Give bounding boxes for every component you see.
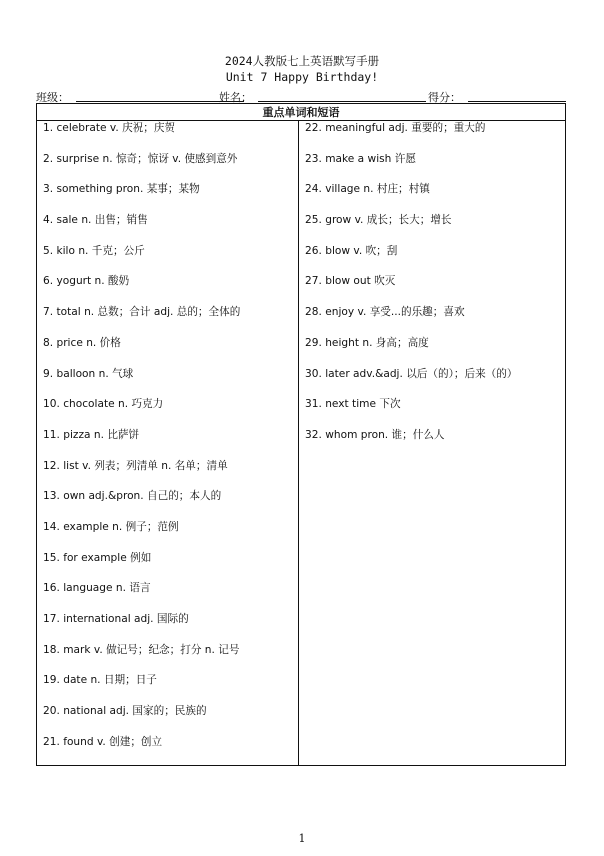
vocab-item: 6. yogurt n. 酸奶 — [43, 275, 130, 288]
vocab-item: 25. grow v. 成长；长大；增长 — [305, 214, 452, 227]
vocabulary-table — [36, 103, 566, 766]
vocab-item: 22. meaningful adj. 重要的；重大的 — [305, 122, 486, 134]
student-info-row — [36, 89, 566, 103]
vocab-item: 20. national adj. 国家的；民族的 — [43, 705, 207, 718]
vocab-item: 32. whom pron. 谁；什么人 — [305, 428, 445, 441]
vocab-item: 9. balloon n. 气球 — [43, 367, 134, 380]
class-label: 班级： — [36, 91, 69, 104]
vocab-item: 24. village n. 村庄；村镇 — [305, 183, 430, 196]
score-blank[interactable] — [468, 101, 566, 102]
vocab-item: 23. make a wish 许愿 — [305, 152, 416, 165]
score-label: 得分： — [428, 91, 461, 104]
name-blank[interactable] — [258, 101, 426, 102]
right-column — [299, 121, 566, 766]
vocab-item: 4. sale n. 出售；销售 — [43, 214, 148, 227]
vocab-item: 19. date n. 日期；日子 — [43, 674, 157, 687]
vocab-item: 26. blow v. 吹；刮 — [305, 244, 398, 257]
name-label: 姓名： — [219, 91, 252, 104]
vocab-item: 17. international adj. 国际的 — [43, 613, 189, 625]
vocab-item: 27. blow out 吹灭 — [305, 275, 396, 288]
vocab-item: 14. example n. 例子；范例 — [43, 520, 179, 533]
vocab-item: 28. enjoy v. 享受...的乐趣；喜欢 — [305, 306, 465, 319]
unit-title: Unit 7 Happy Birthday! — [225, 70, 379, 84]
vocab-item: 7. total n. 总数；合计 adj. 总的；全体的 — [43, 306, 241, 319]
vocab-item: 8. price n. 价格 — [43, 336, 121, 349]
left-column — [37, 121, 299, 766]
vocab-item: 18. mark v. 做记号；纪念；打分 n. 记号 — [43, 643, 240, 656]
vocab-item: 15. for example 例如 — [43, 551, 152, 564]
vocab-item: 1. celebrate v. 庆祝；庆贺 — [43, 122, 176, 134]
vocab-item: 5. kilo n. 千克；公斤 — [43, 244, 145, 257]
vocab-item: 13. own adj.&pron. 自己的；本人的 — [43, 490, 222, 503]
vocab-item: 16. language n. 语言 — [43, 582, 151, 595]
vocab-item: 2. surprise n. 惊奇；惊讶 v. 使感到意外 — [43, 152, 238, 165]
vocab-item: 31. next time 下次 — [305, 398, 401, 411]
table-heading: 重点单词和短语 — [37, 104, 566, 121]
vocab-item: 12. list v. 列表；列清单 n. 名单；清单 — [43, 459, 228, 472]
vocab-item: 21. found v. 创建；创立 — [43, 735, 163, 748]
vocab-item: 29. height n. 身高；高度 — [305, 336, 429, 349]
document-title: 2024人教版七上英语默写手册 — [224, 54, 380, 68]
vocab-item: 30. later adv.&adj. 以后（的）；后来（的） — [305, 367, 518, 380]
vocab-item: 3. something pron. 某事；某物 — [43, 183, 200, 196]
vocab-item: 11. pizza n. 比萨饼 — [43, 428, 140, 441]
vocab-item: 10. chocolate n. 巧克力 — [43, 398, 164, 411]
page-number: 1 — [298, 832, 306, 845]
